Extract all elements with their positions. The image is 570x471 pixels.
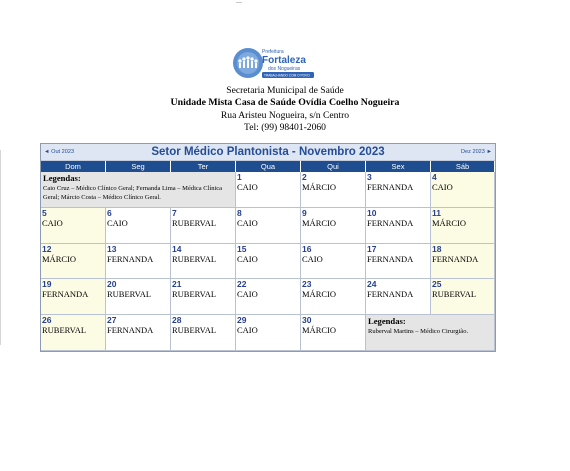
day-cell[interactable] (171, 315, 236, 351)
weekday-header: Ter (171, 161, 236, 172)
day-cell[interactable] (41, 279, 106, 315)
doctor-on-duty: CAIO (42, 217, 63, 228)
day-number: 20 (107, 279, 117, 290)
day-cell[interactable] (171, 208, 236, 244)
doctor-on-duty: RUBERVAL (107, 289, 152, 300)
doctor-on-duty: FERNANDA (367, 182, 414, 192)
calendar-titlebar (41, 144, 495, 161)
doctor-on-duty: RUBERVAL (172, 253, 217, 264)
legend-title: Legendas: (368, 316, 406, 327)
day-cell[interactable] (301, 279, 366, 315)
day-cell[interactable] (236, 279, 301, 315)
doctor-on-duty: FERNANDA (107, 253, 154, 264)
day-cell[interactable] (236, 208, 301, 244)
weekday-header: Sex (366, 161, 431, 172)
day-number: 19 (42, 279, 52, 290)
logo-text-line4: TRABALHANDO COM O POVO (264, 73, 310, 78)
day-cell[interactable] (431, 279, 495, 315)
day-cell[interactable] (366, 244, 431, 280)
weekday-header: Qui (301, 161, 366, 172)
doctor-on-duty: FERNANDA (107, 325, 154, 336)
doctor-on-duty: CAIO (237, 217, 258, 228)
doctor-on-duty: CAIO (237, 289, 258, 300)
day-number: 28 (172, 315, 182, 326)
prev-month-link[interactable]: ◄ Out 2023 (44, 149, 75, 155)
day-number: 5 (42, 207, 47, 218)
municipality-logo (232, 45, 318, 81)
day-number: 25 (432, 279, 442, 290)
day-number: 7 (172, 207, 177, 218)
day-number: 9 (302, 207, 307, 218)
doctor-on-duty: RUBERVAL (172, 217, 217, 228)
day-number: 11 (432, 207, 441, 218)
day-number: 26 (42, 315, 52, 326)
day-number: 30 (302, 315, 312, 326)
day-number: 14 (172, 243, 182, 254)
day-cell[interactable] (106, 244, 171, 280)
day-cell[interactable] (171, 279, 236, 315)
day-cell[interactable] (236, 172, 301, 208)
weekday-header: Sáb (431, 161, 495, 172)
doctor-on-duty: CAIO (237, 182, 258, 192)
day-number: 12 (42, 243, 52, 254)
day-cell[interactable] (41, 315, 106, 351)
day-cell[interactable] (431, 208, 495, 244)
address: Rua Aristeu Nogueira, s/n Centro (220, 110, 350, 121)
doctor-on-duty: CAIO (237, 325, 258, 336)
legend-text: Ruberval Martins – Médico Cirurgião. (368, 328, 469, 336)
legend-title: Legendas: (43, 173, 81, 183)
day-cell[interactable] (366, 279, 431, 315)
day-cell[interactable] (301, 244, 366, 280)
day-number: 1 (237, 172, 242, 182)
doctor-on-duty: MÁRCIO (302, 325, 337, 336)
legend-text: Caio Cruz – Médico Clínico Geral; Fernanda Lima – Médica Clínica Geral; Márcio Costa – Médico Clínico Geral. (43, 185, 223, 201)
day-cell[interactable] (366, 208, 431, 244)
day-cell[interactable] (431, 172, 495, 208)
day-cell[interactable] (301, 172, 366, 208)
doctor-on-duty: CAIO (432, 182, 453, 192)
phone: Tel: (99) 98401-2060 (244, 122, 326, 133)
doctor-on-duty: FERNANDA (367, 253, 414, 264)
day-cell[interactable] (171, 244, 236, 280)
day-number: 2 (302, 172, 307, 182)
top-divider (236, 2, 242, 3)
logo-text-line1: Prefeitura (262, 49, 284, 55)
day-number: 29 (237, 315, 247, 326)
day-number: 3 (367, 172, 372, 182)
doctor-on-duty: FERNANDA (432, 253, 479, 264)
doctor-on-duty: FERNANDA (367, 289, 414, 300)
doctor-on-duty: MÁRCIO (302, 217, 337, 228)
day-number: 18 (432, 243, 442, 254)
day-cell[interactable] (106, 315, 171, 351)
doctor-on-duty: FERNANDA (42, 289, 89, 300)
day-cell[interactable] (366, 172, 431, 208)
logo-text-line3: dos Nogueiras (268, 66, 301, 72)
day-number: 17 (367, 243, 377, 254)
legend-box (366, 315, 495, 351)
day-cell[interactable] (106, 208, 171, 244)
calendar-title: Setor Médico Plantonista - Novembro 2023 (151, 146, 385, 158)
doctor-on-duty: CAIO (302, 253, 323, 264)
weekday-header: Seg (106, 161, 171, 172)
doctor-on-duty: MÁRCIO (42, 253, 77, 264)
legend-box (41, 172, 236, 208)
day-number: 27 (107, 315, 117, 326)
day-number: 22 (237, 279, 247, 290)
doctor-on-duty: RUBERVAL (172, 325, 217, 336)
day-number: 6 (107, 207, 112, 218)
day-number: 8 (237, 207, 242, 218)
day-number: 15 (237, 243, 247, 254)
next-month-link[interactable]: Dez 2023 ► (460, 149, 492, 155)
day-cell[interactable] (106, 279, 171, 315)
doctor-on-duty: RUBERVAL (432, 289, 477, 300)
doctor-on-duty: MÁRCIO (302, 182, 337, 192)
day-cell[interactable] (301, 315, 366, 351)
day-cell[interactable] (431, 244, 495, 280)
doctor-on-duty: RUBERVAL (42, 325, 87, 336)
day-number: 4 (432, 172, 437, 182)
day-number: 13 (107, 243, 117, 254)
day-number: 23 (302, 279, 312, 290)
calendar (40, 143, 496, 352)
doctor-on-duty: MÁRCIO (432, 217, 467, 228)
doctor-on-duty: CAIO (107, 217, 128, 228)
day-number: 16 (302, 243, 312, 254)
day-cell[interactable] (236, 315, 301, 351)
day-cell[interactable] (41, 208, 106, 244)
secretariat-name: Secretaria Municipal de Saúde (226, 85, 344, 96)
day-cell[interactable] (41, 244, 106, 280)
weekday-header: Dom (41, 161, 106, 172)
day-number: 24 (367, 279, 377, 290)
doctor-on-duty: FERNANDA (367, 217, 414, 228)
doctor-on-duty: CAIO (237, 253, 258, 264)
day-cell[interactable] (301, 208, 366, 244)
day-number: 10 (367, 207, 377, 218)
unit-name: Unidade Mista Casa de Saúde Ovídia Coelho Nogueira (170, 97, 400, 108)
day-number: 21 (172, 279, 182, 290)
page-edge-line (0, 150, 1, 345)
logo-text-line2: Fortaleza (262, 55, 306, 66)
calendar-grid (41, 161, 495, 351)
doctor-on-duty: RUBERVAL (172, 289, 217, 300)
doctor-on-duty: MÁRCIO (302, 289, 337, 300)
weekday-header: Qua (236, 161, 301, 172)
day-cell[interactable] (236, 244, 301, 280)
